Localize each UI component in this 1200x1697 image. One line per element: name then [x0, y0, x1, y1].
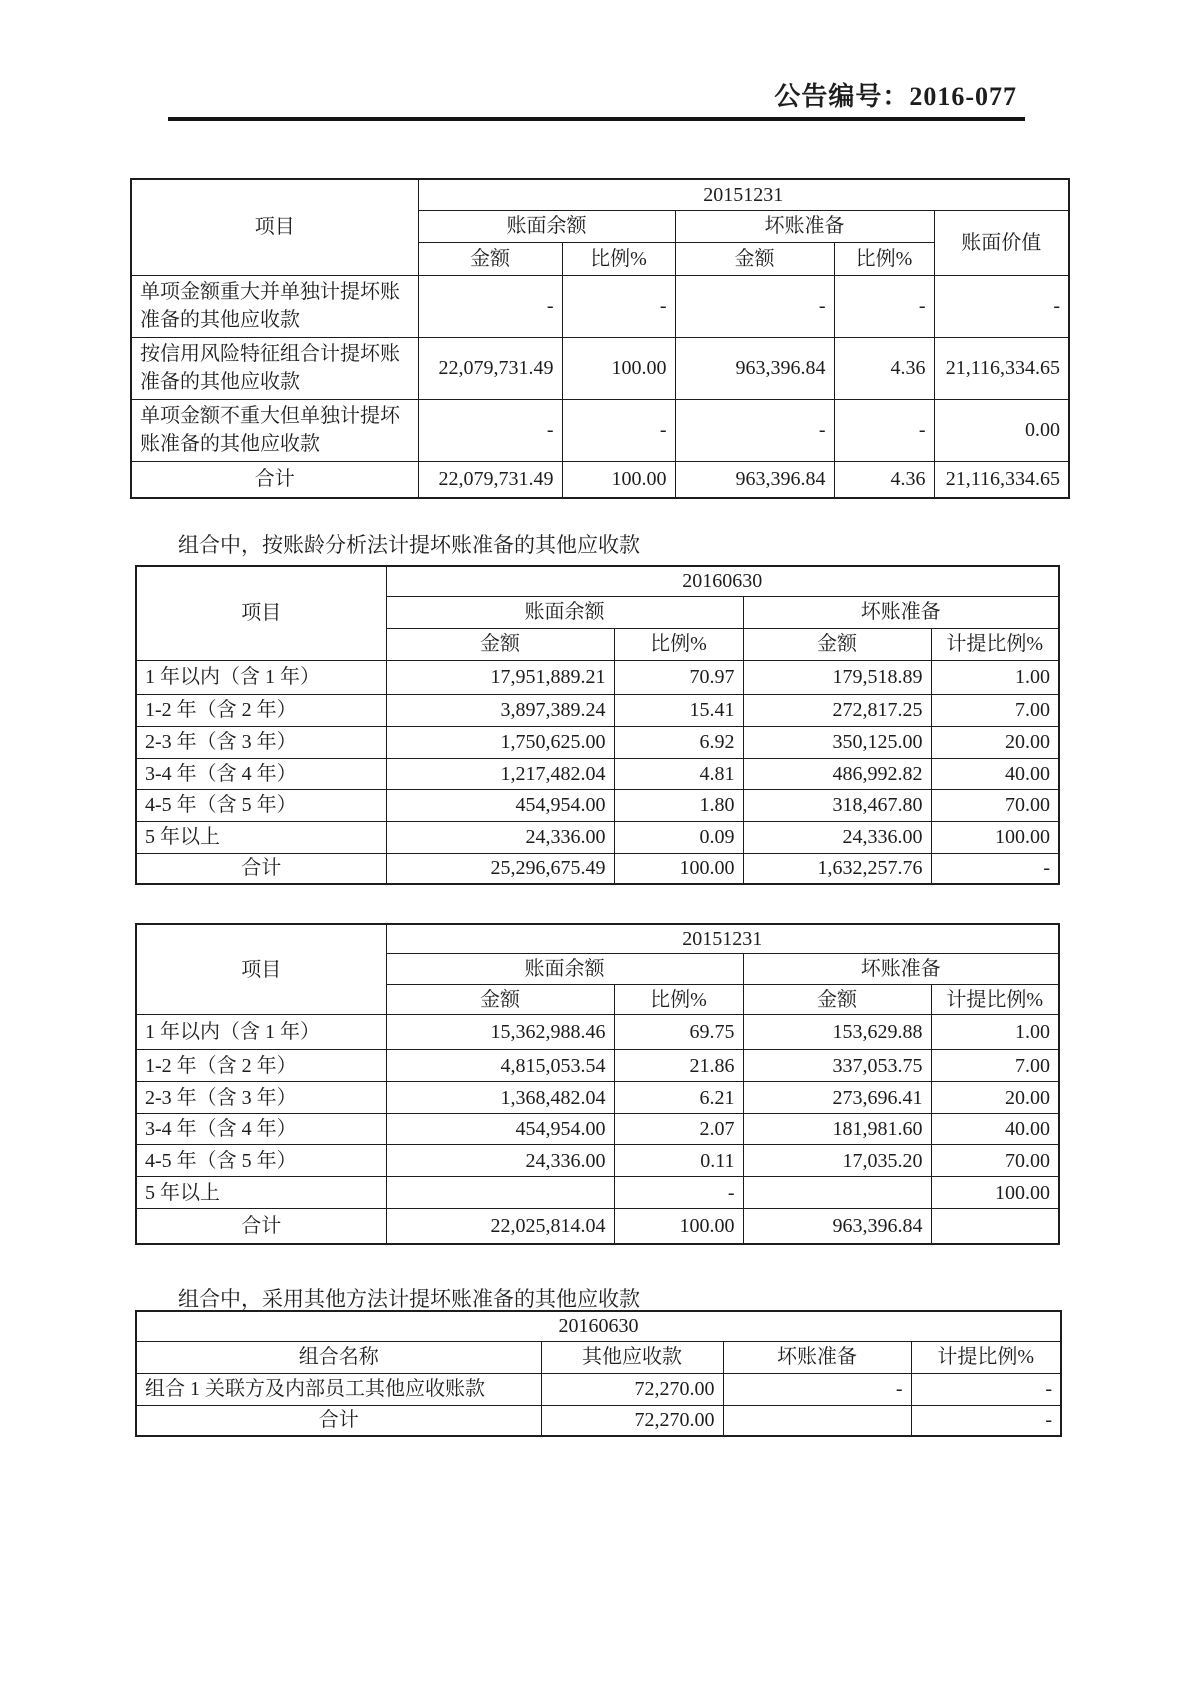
data-cell: -	[723, 1373, 911, 1405]
data-cell: -	[911, 1405, 1061, 1436]
row-label: 5 年以上	[136, 821, 386, 853]
data-cell: 1,750,625.00	[386, 726, 614, 758]
row-label: 按信用风险特征组合计提坏账准备的其他应收款	[131, 337, 418, 399]
total-label: 合计	[136, 1405, 541, 1436]
table-row	[131, 399, 1069, 461]
data-cell: 40.00	[931, 758, 1059, 789]
data-cell: 22,079,731.49	[418, 337, 562, 399]
header-amount: 金额	[386, 985, 614, 1015]
data-cell	[723, 1405, 911, 1436]
table-row	[136, 1145, 1059, 1177]
row-label: 组合 1 关联方及内部员工其他应收账款	[136, 1373, 541, 1405]
data-cell: 20.00	[931, 1082, 1059, 1114]
header-period: 20160630	[386, 566, 1059, 596]
data-cell: 0.09	[614, 821, 743, 853]
data-cell: 2.07	[614, 1114, 743, 1145]
data-cell: 454,954.00	[386, 1114, 614, 1145]
data-cell: 179,518.89	[743, 660, 931, 694]
total-label: 合计	[131, 461, 418, 498]
header-book-balance: 账面余额	[418, 210, 675, 242]
data-cell: 4.36	[834, 337, 934, 399]
data-cell: -	[834, 275, 934, 337]
table-row	[136, 1015, 1059, 1050]
header-provision-ratio: 计提比例%	[931, 628, 1059, 660]
data-cell: 100.00	[614, 1209, 743, 1244]
data-cell: 22,079,731.49	[418, 461, 562, 498]
caption-aging-analysis: 组合中，按账龄分析法计提坏账准备的其他应收款	[178, 533, 640, 557]
data-cell: 22,025,814.04	[386, 1209, 614, 1244]
data-cell: 454,954.00	[386, 789, 614, 821]
data-cell: 24,336.00	[386, 821, 614, 853]
data-cell: 1,217,482.04	[386, 758, 614, 789]
data-cell: -	[934, 275, 1069, 337]
data-cell: 6.92	[614, 726, 743, 758]
header-provision-ratio: 计提比例%	[911, 1341, 1061, 1373]
data-cell: 0.00	[934, 399, 1069, 461]
data-cell: 72,270.00	[541, 1405, 723, 1436]
header-book-balance: 账面余额	[386, 954, 743, 985]
header-other-receivables: 其他应收款	[541, 1341, 723, 1373]
row-label: 1 年以内（含 1 年）	[136, 660, 386, 694]
data-cell: 100.00	[562, 461, 675, 498]
table-row	[131, 275, 1069, 337]
header-amount: 金额	[418, 242, 562, 275]
table-row	[136, 1050, 1059, 1082]
table-row	[136, 789, 1059, 821]
header-period: 20151231	[418, 179, 1069, 210]
header-item: 项目	[131, 179, 418, 275]
row-label: 2-3 年（含 3 年）	[136, 726, 386, 758]
total-label: 合计	[136, 853, 386, 884]
header-item: 项目	[136, 566, 386, 660]
header-amount: 金额	[386, 628, 614, 660]
header-book-balance: 账面余额	[386, 596, 743, 628]
data-cell: 15.41	[614, 694, 743, 726]
row-label: 2-3 年（含 3 年）	[136, 1082, 386, 1114]
data-cell: 153,629.88	[743, 1015, 931, 1050]
data-cell: 272,817.25	[743, 694, 931, 726]
header-bad-debt: 坏账准备	[743, 596, 1059, 628]
data-cell: 318,467.80	[743, 789, 931, 821]
data-cell: 4.36	[834, 461, 934, 498]
data-cell: 273,696.41	[743, 1082, 931, 1114]
row-label: 单项金额重大并单独计提坏账准备的其他应收款	[131, 275, 418, 337]
header-period: 20151231	[386, 924, 1059, 954]
table-row	[136, 660, 1059, 694]
row-label: 1-2 年（含 2 年）	[136, 694, 386, 726]
data-cell: 70.00	[931, 1145, 1059, 1177]
row-label: 5 年以上	[136, 1177, 386, 1209]
data-cell: 24,336.00	[743, 821, 931, 853]
data-cell: 0.11	[614, 1145, 743, 1177]
table-provision-summary-20151231	[130, 178, 1070, 499]
row-label: 单项金额不重大但单独计提坏账准备的其他应收款	[131, 399, 418, 461]
data-cell: -	[418, 275, 562, 337]
data-cell: 4,815,053.54	[386, 1050, 614, 1082]
header-period: 20160630	[136, 1311, 1061, 1341]
table-row	[136, 758, 1059, 789]
data-cell: 100.00	[562, 337, 675, 399]
header-amount: 金额	[675, 242, 834, 275]
table-row	[136, 821, 1059, 853]
data-cell: 70.00	[931, 789, 1059, 821]
header-rule	[168, 117, 1025, 121]
data-cell: 100.00	[614, 853, 743, 884]
data-cell: -	[675, 275, 834, 337]
data-cell: 6.21	[614, 1082, 743, 1114]
data-cell: -	[562, 399, 675, 461]
data-cell	[386, 1177, 614, 1209]
data-cell: -	[562, 275, 675, 337]
data-cell: -	[911, 1373, 1061, 1405]
table-total-row	[136, 853, 1059, 884]
data-cell: 25,296,675.49	[386, 853, 614, 884]
data-cell: 963,396.84	[743, 1209, 931, 1244]
data-cell: -	[931, 853, 1059, 884]
table-aging-20151231	[135, 923, 1060, 1245]
header-ratio: 比例%	[834, 242, 934, 275]
data-cell: 7.00	[931, 694, 1059, 726]
data-cell: 486,992.82	[743, 758, 931, 789]
header-bad-debt: 坏账准备	[743, 954, 1059, 985]
data-cell: 350,125.00	[743, 726, 931, 758]
table-row	[136, 1177, 1059, 1209]
data-cell: 337,053.75	[743, 1050, 931, 1082]
table-total-row	[131, 461, 1069, 498]
row-label: 1 年以内（含 1 年）	[136, 1015, 386, 1050]
header-amount: 金额	[743, 628, 931, 660]
data-cell	[743, 1177, 931, 1209]
data-cell: 17,035.20	[743, 1145, 931, 1177]
data-cell: 963,396.84	[675, 337, 834, 399]
data-cell: 21.86	[614, 1050, 743, 1082]
table-total-row	[136, 1405, 1061, 1436]
data-cell: -	[834, 399, 934, 461]
table-aging-20160630	[135, 565, 1060, 885]
doc-number: 公告编号：2016-077	[774, 82, 1017, 111]
caption-other-method: 组合中，采用其他方法计提坏账准备的其他应收款	[178, 1287, 640, 1311]
header-provision-ratio: 计提比例%	[931, 985, 1059, 1015]
data-cell: 69.75	[614, 1015, 743, 1050]
row-label: 3-4 年（含 4 年）	[136, 758, 386, 789]
data-cell: 24,336.00	[386, 1145, 614, 1177]
data-cell: 1,368,482.04	[386, 1082, 614, 1114]
table-row	[136, 726, 1059, 758]
header-ratio: 比例%	[614, 628, 743, 660]
table-row	[131, 337, 1069, 399]
data-cell: 100.00	[931, 1177, 1059, 1209]
data-cell: -	[418, 399, 562, 461]
data-cell: 20.00	[931, 726, 1059, 758]
data-cell: 17,951,889.21	[386, 660, 614, 694]
data-cell: 70.97	[614, 660, 743, 694]
table-row	[136, 1373, 1061, 1405]
data-cell	[931, 1209, 1059, 1244]
data-cell: -	[675, 399, 834, 461]
header-amount: 金额	[743, 985, 931, 1015]
data-cell: 100.00	[931, 821, 1059, 853]
data-cell: 3,897,389.24	[386, 694, 614, 726]
total-label: 合计	[136, 1209, 386, 1244]
data-cell: 1.80	[614, 789, 743, 821]
data-cell: -	[614, 1177, 743, 1209]
data-cell: 1,632,257.76	[743, 853, 931, 884]
table-row	[136, 1114, 1059, 1145]
data-cell: 21,116,334.65	[934, 461, 1069, 498]
header-book-value: 账面价值	[934, 210, 1069, 275]
data-cell: 1.00	[931, 660, 1059, 694]
data-cell: 7.00	[931, 1050, 1059, 1082]
table-other-method-20160630	[135, 1310, 1062, 1437]
data-cell: 181,981.60	[743, 1114, 931, 1145]
table-row	[136, 1082, 1059, 1114]
header-bad-debt: 坏账准备	[723, 1341, 911, 1373]
row-label: 4-5 年（含 5 年）	[136, 789, 386, 821]
header-ratio: 比例%	[614, 985, 743, 1015]
data-cell: 963,396.84	[675, 461, 834, 498]
row-label: 3-4 年（含 4 年）	[136, 1114, 386, 1145]
table-row	[136, 694, 1059, 726]
header-item: 项目	[136, 924, 386, 1015]
table-total-row	[136, 1209, 1059, 1244]
data-cell: 15,362,988.46	[386, 1015, 614, 1050]
row-label: 4-5 年（含 5 年）	[136, 1145, 386, 1177]
data-cell: 4.81	[614, 758, 743, 789]
data-cell: 21,116,334.65	[934, 337, 1069, 399]
header-portfolio-name: 组合名称	[136, 1341, 541, 1373]
data-cell: 72,270.00	[541, 1373, 723, 1405]
row-label: 1-2 年（含 2 年）	[136, 1050, 386, 1082]
data-cell: 1.00	[931, 1015, 1059, 1050]
header-ratio: 比例%	[562, 242, 675, 275]
data-cell: 40.00	[931, 1114, 1059, 1145]
header-bad-debt: 坏账准备	[675, 210, 934, 242]
